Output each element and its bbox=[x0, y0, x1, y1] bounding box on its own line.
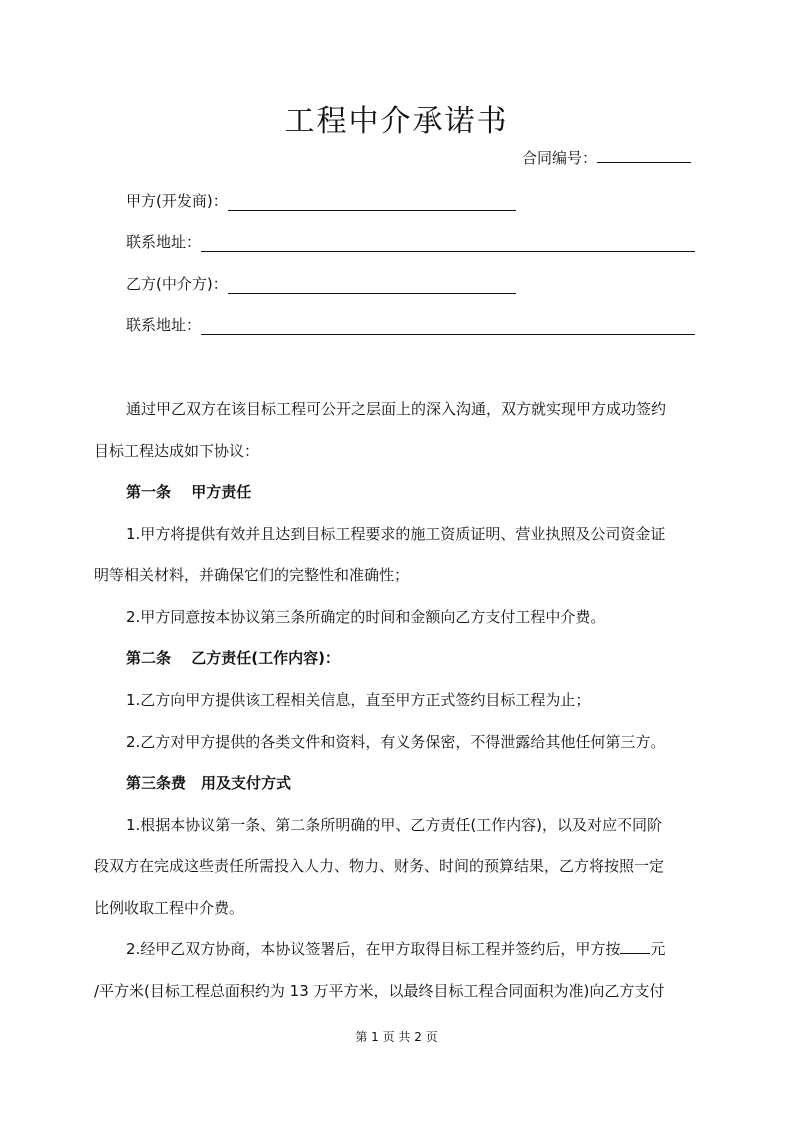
party-b-label: 乙方(中介方)： bbox=[126, 275, 228, 293]
article-3-item-2-text: 2.经甲乙双方协商，本协议签署后，在甲方取得目标工程并签约后，甲方按 bbox=[126, 940, 621, 958]
article-3-item-1-line-1: 1.根据本协议第一条、第二条所明确的甲、乙方责任(工作内容)，以及对应不同阶 bbox=[126, 816, 663, 834]
article-2-item-2: 2.乙方对甲方提供的各类文件和资料，有义务保密，不得泄露给其他任何第三方。 bbox=[126, 733, 666, 751]
article-3-item-1-line-2: 段双方在完成这些责任所需投入人力、物力、财务、时间的预算结果，乙方将按照一定 bbox=[94, 857, 665, 875]
article-1-heading: 第一条 甲方责任 bbox=[126, 483, 252, 501]
contract-number-label: 合同编号： bbox=[522, 149, 598, 167]
party-b-field bbox=[126, 273, 516, 294]
contract-number-blank[interactable] bbox=[597, 146, 691, 163]
party-a-address-label: 联系地址： bbox=[126, 233, 202, 251]
article-1-item-1-line-2: 明等相关材料，并确保它们的完整性和准确性； bbox=[94, 566, 410, 584]
article-1-item-1-line-1: 1.甲方将提供有效并且达到目标工程要求的施工资质证明、营业执照及公司资金证 bbox=[126, 525, 666, 543]
party-a-address-field bbox=[126, 231, 695, 252]
article-1-item-2: 2.甲方同意按本协议第三条所确定的时间和金额向乙方支付工程中介费。 bbox=[126, 608, 606, 626]
party-b-blank[interactable] bbox=[228, 277, 516, 294]
article-3-item-2-line-2: /平方米(目标工程总面积约为 13 万平方米，以最终目标工程合同面积为准)向乙方支付 bbox=[94, 982, 665, 1000]
party-b-address-field bbox=[126, 314, 695, 335]
party-a-field bbox=[126, 190, 516, 211]
document-title: 工程中介承诺书 bbox=[284, 104, 509, 139]
page-footer: 第 1 页 共 2 页 bbox=[355, 1030, 438, 1044]
party-a-label: 甲方(开发商)： bbox=[126, 192, 228, 210]
price-blank[interactable] bbox=[620, 939, 650, 954]
price-unit: 元 bbox=[650, 940, 666, 958]
intro-line-2: 目标工程达成如下协议： bbox=[94, 442, 260, 460]
article-2-heading: 第二条 乙方责任(工作内容)： bbox=[126, 649, 340, 667]
intro-line-1: 通过甲乙双方在该目标工程可公开之层面上的深入沟通，双方就实现甲方成功签约 bbox=[126, 400, 667, 418]
party-a-blank[interactable] bbox=[228, 194, 516, 211]
article-2-item-1: 1.乙方向甲方提供该工程相关信息，直至甲方正式签约目标工程为止； bbox=[126, 691, 591, 709]
article-3-item-2-line-1 bbox=[126, 938, 665, 959]
article-3-heading: 第三条费 用及支付方式 bbox=[126, 774, 292, 792]
article-3-item-1-line-3: 比例收取工程中介费。 bbox=[94, 899, 245, 917]
contract-number-field bbox=[522, 146, 691, 168]
party-b-address-blank[interactable] bbox=[201, 318, 695, 335]
party-a-address-blank[interactable] bbox=[201, 235, 695, 252]
party-b-address-label: 联系地址： bbox=[126, 316, 202, 334]
